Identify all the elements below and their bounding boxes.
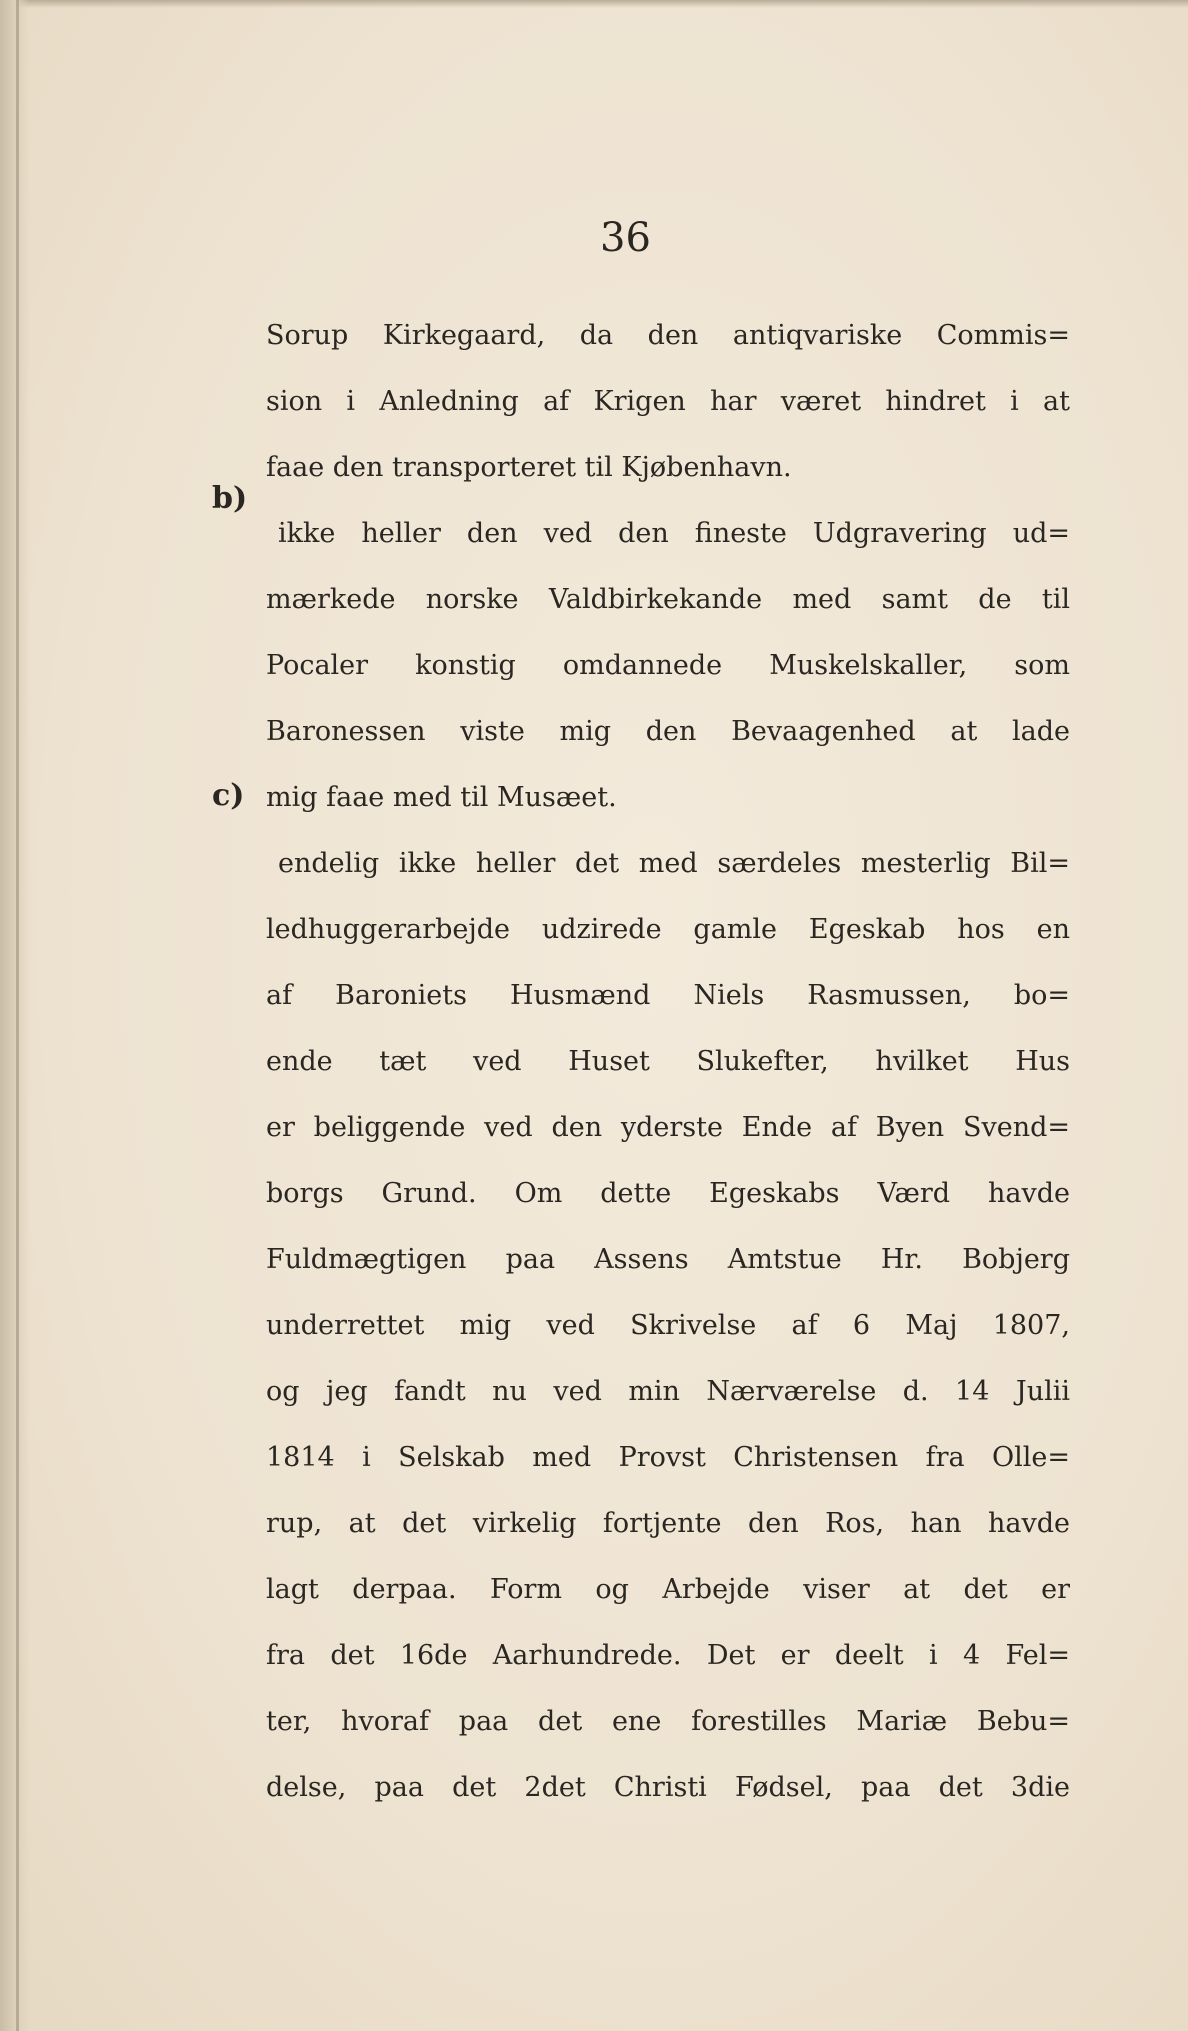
text-line: mig faae med til Musæet. <box>266 782 617 813</box>
page-number: 36 <box>600 215 651 261</box>
page-top-edge <box>0 0 1188 8</box>
text-line: Pocaler konstig omdannede Muskelskaller, som <box>266 650 1070 681</box>
book-spine-shadow <box>0 0 30 2031</box>
text-line: faae den transporteret til Kjøbenhavn. <box>266 452 792 483</box>
text-line: ikke heller den ved den fineste Udgravering ud= <box>278 518 1070 549</box>
text-line: ter, hvoraf paa det ene forestilles Mariæ Bebu= <box>266 1706 1070 1737</box>
text-line: mærkede norske Valdbirkekande med samt de til <box>266 584 1070 615</box>
item-marker-b: b) <box>212 481 248 516</box>
text-line: sion i Anledning af Krigen har været hindret i at <box>266 386 1070 417</box>
text-line: og jeg fandt nu ved min Nærværelse d. 14 Julii <box>266 1376 1070 1407</box>
text-line: ledhuggerarbejde udzirede gamle Egeskab hos en <box>266 914 1070 945</box>
item-marker-c: c) <box>212 778 245 813</box>
text-line: lagt derpaa. Form og Arbejde viser at det er <box>266 1574 1070 1605</box>
text-line: Baronessen viste mig den Bevaagenhed at lade <box>266 716 1070 747</box>
text-line: underrettet mig ved Skrivelse af 6 Maj 1807, <box>266 1310 1070 1341</box>
book-spine-line <box>16 0 19 2031</box>
text-line: Sorup Kirkegaard, da den antiqvariske Commis= <box>266 320 1070 351</box>
text-line: af Baroniets Husmænd Niels Rasmussen, bo= <box>266 980 1070 1011</box>
text-line: 1814 i Selskab med Provst Christensen fra Olle= <box>266 1442 1070 1473</box>
text-line: fra det 16de Aarhundrede. Det er deelt i 4 Fel= <box>266 1640 1070 1671</box>
text-line: ende tæt ved Huset Slukefter, hvilket Hus <box>266 1046 1070 1077</box>
text-line: endelig ikke heller det med særdeles mesterlig Bil= <box>278 848 1070 879</box>
text-line: Fuldmægtigen paa Assens Amtstue Hr. Bobjerg <box>266 1244 1070 1275</box>
body-text <box>250 303 1070 1821</box>
text-line: borgs Grund. Om dette Egeskabs Værd havde <box>266 1178 1070 1209</box>
text-line: er beliggende ved den yderste Ende af Byen Svend= <box>266 1112 1070 1143</box>
text-line: delse, paa det 2det Christi Fødsel, paa det 3die <box>266 1772 1070 1803</box>
text-line: rup, at det virkelig fortjente den Ros, han havde <box>266 1508 1070 1539</box>
